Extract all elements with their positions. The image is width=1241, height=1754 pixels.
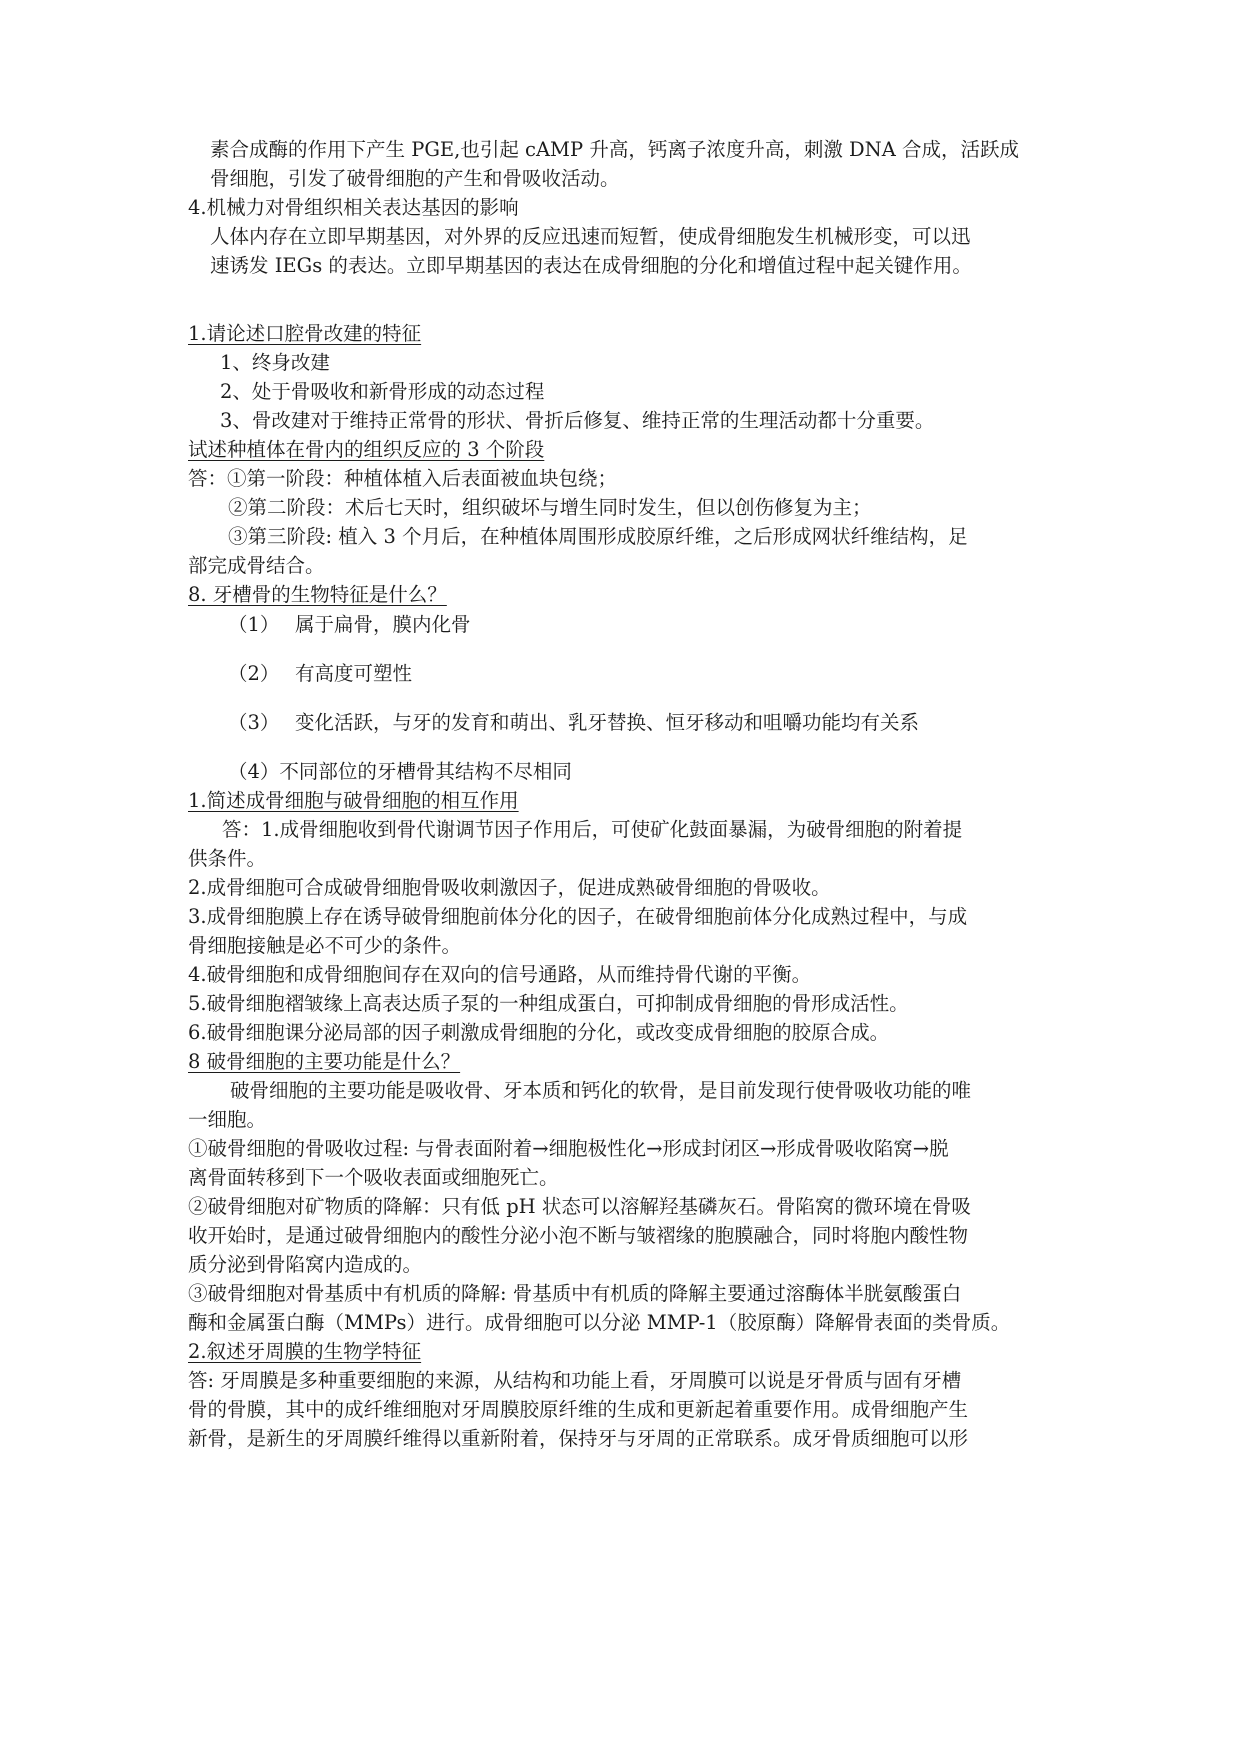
answer-line: 收开始时，是通过破骨细胞内的酸性分泌小泡不断与皱褶缘的胞膜融合，同时将胞内酸性物 xyxy=(188,1224,969,1247)
answer-line: 质分泌到骨陷窝内造成的。 xyxy=(188,1253,423,1276)
answer-line: 供条件。 xyxy=(188,847,267,870)
paragraph-line: 素合成酶的作用下产生 PGE,也引起 cAMP 升高，钙离子浓度升高，刺激 DNA 合成，活跃成 xyxy=(210,138,1019,161)
question-title: 试述种植体在骨内的组织反应的 3 个阶段 xyxy=(188,438,545,461)
answer-line: 新骨，是新生的牙周膜纤维得以重新附着，保持牙与牙周的正常联系。成牙骨质细胞可以形 xyxy=(188,1427,969,1450)
list-item: （4）不同部位的牙槽骨其结构不尽相同 xyxy=(228,760,572,783)
answer-line: ①破骨细胞的骨吸收过程: 与骨表面附着→细胞极性化→形成封闭区→形成骨吸收陷窝→脱 xyxy=(188,1137,949,1160)
list-item: 属于扁骨，膜内化骨 xyxy=(295,613,471,636)
answer-line: ②第二阶段：术后七天时，组织破坏与增生同时发生，但以创伤修复为主； xyxy=(228,496,872,519)
question-title: 1.简述成骨细胞与破骨细胞的相互作用 xyxy=(188,789,519,812)
question-title: 1.请论述口腔骨改建的特征 xyxy=(188,322,422,345)
answer-line: 答: 牙周膜是多种重要细胞的来源，从结构和功能上看，牙周膜可以说是牙骨质与固有牙槽 xyxy=(188,1369,962,1392)
answer-line: 6.破骨细胞课分泌局部的因子刺激成骨细胞的分化，或改变成骨细胞的胶原合成。 xyxy=(188,1021,890,1044)
answer-line: 酶和金属蛋白酶（MMPs）进行。成骨细胞可以分泌 MMP-1（胶原酶）降解骨表面的类骨质。 xyxy=(188,1311,1011,1334)
list-item: 有高度可塑性 xyxy=(295,662,413,685)
answer-line: 破骨细胞的主要功能是吸收骨、牙本质和钙化的软骨，是目前发现行使骨吸收功能的唯 xyxy=(230,1079,972,1102)
answer-line: 骨的骨膜，其中的成纤维细胞对牙周膜胶原纤维的生成和更新起着重要作用。成骨细胞产生 xyxy=(188,1398,969,1421)
list-number: （3） xyxy=(228,711,280,734)
answer-line: 2.成骨细胞可合成破骨细胞骨吸收刺激因子，促进成熟破骨细胞的骨吸收。 xyxy=(188,876,831,899)
answer-line: 一细胞。 xyxy=(188,1108,267,1131)
paragraph-line: 速诱发 IEGs 的表达。立即早期基因的表达在成骨细胞的分化和增值过程中起关键作用。 xyxy=(210,254,972,277)
answer-line: ③第三阶段: 植入 3 个月后，在种植体周围形成胶原纤维，之后形成网状纤维结构，足 xyxy=(228,525,968,548)
answer-line: 部完成骨结合。 xyxy=(188,554,325,577)
list-number: （2） xyxy=(228,662,280,685)
list-item: 3、骨改建对于维持正常骨的形状、骨折后修复、维持正常的生理活动都十分重要。 xyxy=(220,409,935,432)
question-title: 8. 牙槽骨的生物特征是什么？ xyxy=(188,583,447,606)
answer-line: 3.成骨细胞膜上存在诱导破骨细胞前体分化的因子，在破骨细胞前体分化成熟过程中，与成 xyxy=(188,905,968,928)
question-title: 8 破骨细胞的主要功能是什么？ xyxy=(188,1050,461,1073)
list-item: 变化活跃，与牙的发育和萌出、乳牙替换、恒牙移动和咀嚼功能均有关系 xyxy=(295,711,920,734)
answer-line: 5.破骨细胞褶皱缘上高表达质子泵的一种组成蛋白，可抑制成骨细胞的骨形成活性。 xyxy=(188,992,909,1015)
answer-line: 答：1.成骨细胞收到骨代谢调节因子作用后，可使矿化鼓面暴漏，为破骨细胞的附着提 xyxy=(222,818,963,841)
answer-line: ②破骨细胞对矿物质的降解：只有低 pH 状态可以溶解羟基磷灰石。骨陷窝的微环境在骨吸 xyxy=(188,1195,971,1218)
list-item: 1、终身改建 xyxy=(220,351,330,374)
answer-line: 答：①第一阶段：种植体植入后表面被血块包绕； xyxy=(188,467,618,490)
section-heading: 4.机械力对骨组织相关表达基因的影响 xyxy=(188,196,519,219)
answer-line: 骨细胞接触是必不可少的条件。 xyxy=(188,934,462,957)
paragraph-line: 人体内存在立即早期基因，对外界的反应迅速而短暂，使成骨细胞发生机械形变，可以迅 xyxy=(210,225,971,248)
answer-line: 离骨面转移到下一个吸收表面或细胞死亡。 xyxy=(188,1166,559,1189)
question-title: 2.叙述牙周膜的生物学特征 xyxy=(188,1340,422,1363)
paragraph-line: 骨细胞，引发了破骨细胞的产生和骨吸收活动。 xyxy=(210,167,620,190)
answer-line: ③破骨细胞对骨基质中有机质的降解: 骨基质中有机质的降解主要通过溶酶体半胱氨酸蛋白 xyxy=(188,1282,962,1305)
list-number: （1） xyxy=(228,613,280,636)
list-item: 2、处于骨吸收和新骨形成的动态过程 xyxy=(220,380,545,403)
answer-line: 4.破骨细胞和成骨细胞间存在双向的信号通路，从而维持骨代谢的平衡。 xyxy=(188,963,812,986)
